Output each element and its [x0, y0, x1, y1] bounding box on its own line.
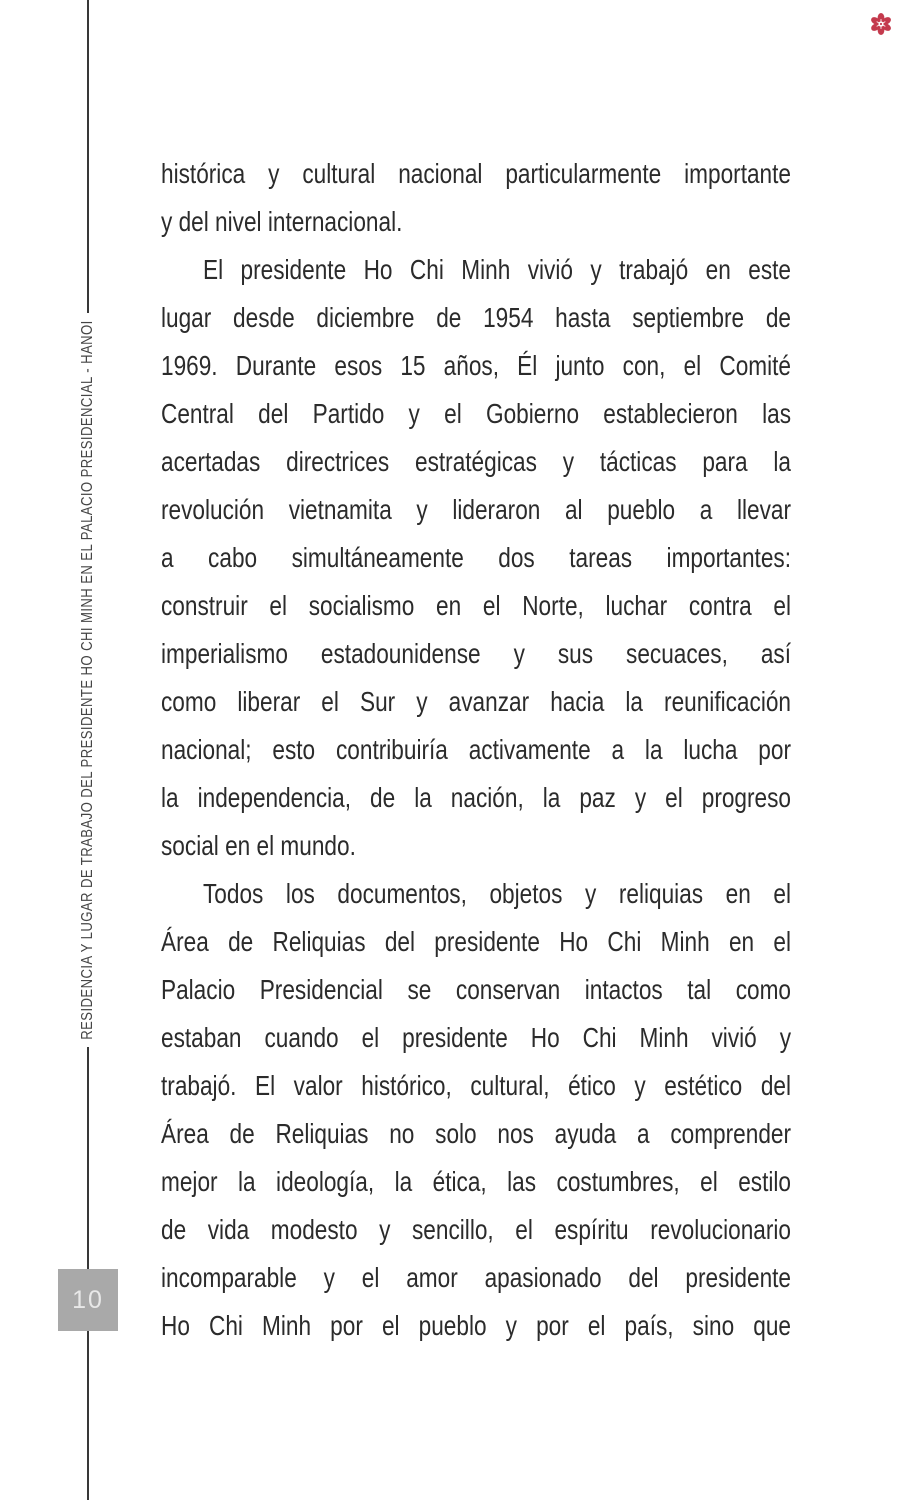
body-text-line: nacional; esto contribuiría activamente a la lucha por [161, 734, 792, 765]
body-text-line: Central del Partido y el Gobierno establecieron las [161, 398, 792, 429]
body-text-line: trabajó. El valor histórico, cultural, ético y estético del [161, 1070, 792, 1101]
flower-icon [868, 11, 894, 37]
body-text-line: como liberar el Sur y avanzar hacia la reunificación [161, 686, 792, 717]
body-text-line: construir el socialismo en el Norte, luchar contra el [161, 590, 792, 621]
body-text-line: Área de Reliquias del presidente Ho Chi Minh en el [161, 926, 792, 957]
body-text-line: revolución vietnamita y lideraron al pueblo a llevar [161, 494, 792, 525]
body-text-line: social en el mundo. [161, 830, 356, 861]
body-text-line: Ho Chi Minh por el pueblo y por el país, sino que [161, 1310, 792, 1341]
body-text-line: y del nivel internacional. [161, 206, 403, 237]
body-text-line: 1969. Durante esos 15 años, Él junto con, el Comité [161, 350, 792, 381]
page-number: 10 [72, 1285, 104, 1314]
body-text-line: El presidente Ho Chi Minh vivió y trabajó en este [203, 254, 792, 285]
body-text-line: a cabo simultáneamente dos tareas importantes: [161, 542, 792, 573]
body-text-line: incomparable y el amor apasionado del presidente [161, 1262, 792, 1293]
body-text-line: imperialismo estadounidense y sus secuaces, así [161, 638, 792, 669]
sidebar-rule-top [87, 0, 89, 313]
body-text-line: Área de Reliquias no solo nos ayuda a comprender [161, 1118, 792, 1149]
page-number-box [58, 1269, 118, 1331]
body-text-line: de vida modesto y sencillo, el espíritu revolucionario [161, 1214, 792, 1245]
text-block [161, 150, 791, 1350]
body-text-line: Todos los documentos, objetos y reliquias en el [203, 878, 792, 909]
body-text-line: estaban cuando el presidente Ho Chi Minh vivió y [161, 1022, 792, 1053]
body-text-line: la independencia, de la nación, la paz y el progreso [161, 782, 792, 813]
body-text-line: histórica y cultural nacional particularmente importante [161, 158, 792, 189]
body-text-line: lugar desde diciembre de 1954 hasta septiembre de [161, 302, 792, 333]
sidebar-vertical-title: RESIDENCIA Y LUGAR DE TRABAJO DEL PRESIDENTE HO CHI MINH EN EL PALACIO PRESIDENCIAL - HANOI [79, 320, 96, 1040]
body-text-line: Palacio Presidencial se conservan intactos tal como [161, 974, 792, 1005]
body-text-line: acertadas directrices estratégicas y tácticas para la [161, 446, 792, 477]
body-text-line: mejor la ideología, la ética, las costumbres, el estilo [161, 1166, 792, 1197]
